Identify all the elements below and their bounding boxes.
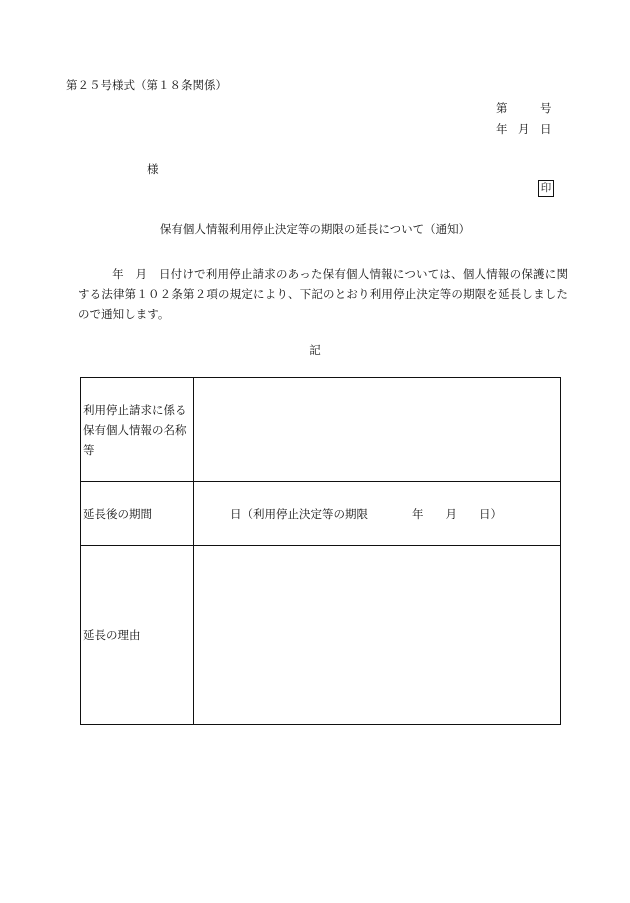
period-year: 年 [412,506,424,521]
addressee-honorific: 様 [147,162,159,176]
row-label-extended-period: 延長後の期間 [81,482,194,546]
info-name-field[interactable] [194,378,561,482]
period-month: 月 [445,506,457,521]
period-closing: 日） [479,506,502,521]
extended-period-field[interactable] [194,482,561,546]
extension-reason-field[interactable] [194,546,561,725]
seal-stamp: 印 [538,180,554,197]
body-paragraph [78,264,568,324]
body-paragraph-text: 年 月 日付けで利用停止請求のあった保有個人情報については、個人情報の保護に関する法律第１０２条第２項の規定により、下記のとおり利用停止決定等の期限を延長しましたので通知します。 [78,267,568,321]
date-year: 年 [496,122,508,136]
table-row [81,546,561,725]
document-number-prefix: 第 [496,101,508,115]
period-value [194,504,560,524]
document-number-suffix: 号 [540,101,552,115]
date-month: 月 [518,122,530,136]
table-row [81,482,561,546]
table-row [81,378,561,482]
row-label-info-name: 利用停止請求に係る保有個人情報の名称等 [81,378,194,482]
record-heading: 記 [309,343,321,357]
date-day: 日 [540,122,552,136]
row-label-extension-reason: 延長の理由 [81,546,194,725]
document-title: 保有個人情報利用停止決定等の期限の延長について（通知） [159,222,471,236]
period-day: 日 [230,506,242,521]
period-deadline-label: （利用停止決定等の期限 [241,506,368,521]
form-number: 第２５号様式（第１８条関係） [66,78,227,92]
details-table [80,377,561,725]
